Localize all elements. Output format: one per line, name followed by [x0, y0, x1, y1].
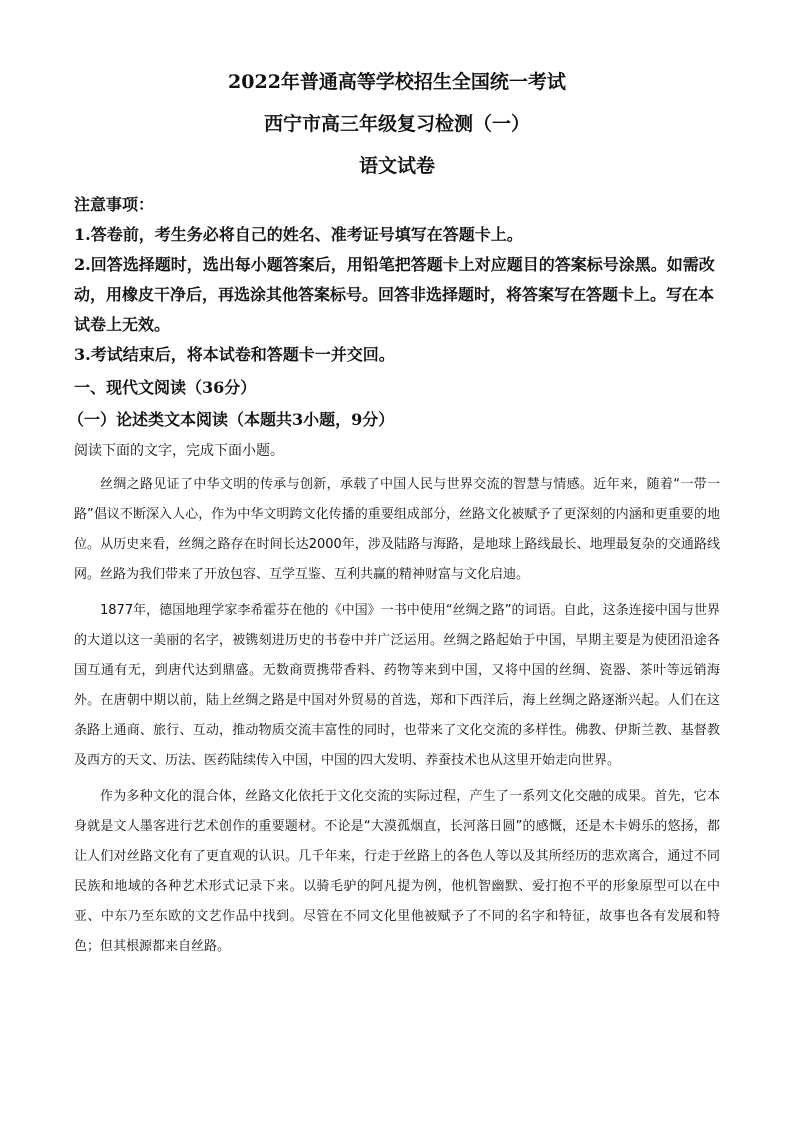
- exam-notes: [74, 190, 722, 370]
- notes-item-1: 1.答卷前，考生务必将自己的姓名、准考证号填写在答题卡上。: [74, 225, 523, 244]
- article-paragraph-1: 丝绸之路见证了中华文明的传承与创新，承载了中国人民与世界交流的智慧与情感。近年来，随着“一带一路”倡议不断深入人心，作为中华文明跨文化传播的重要组成部分，丝路文化被赋予了更深刻的内涵和更重要的地位。从历史来看，丝绸之路存在时间长达2000年，涉及陆路与海路，是地球上路线最长、地理最复杂的交通路线网。丝路为我们带来了开放包容、互学互鉴、互利共赢的精神财富与文化启迪。: [74, 477, 720, 582]
- section-heading: 一、现代文阅读（36分）: [74, 378, 257, 397]
- article-paragraph-2: 1877年，德国地理学家李希霍芬在他的《中国》一书中使用“丝绸之路”的词语。自此，这条连接中国与世界的大道以这一美丽的名字，被镌刻进历史的书卷中并广泛运用。丝绸之路起始于中国，早期主要是为使团沿途各国互通有无，到唐代达到鼎盛。无数商贾携带香料、药物等来到中国，又将中国的丝绸、瓷器、茶叶等远销海外。在唐朝中期以前，陆上丝绸之路是中国对外贸易的首选，郑和下西洋后，海上丝绸之路逐渐兴起。人们在这条路上通商、旅行、互动，推动物质交流丰富性的同时，也带来了文化交流的多样性。佛教、伊斯兰教、基督教及西方的天文、历法、医药陆续传入中国，中国的四大发明、养蚕技术也从这里开始走向世界。: [74, 603, 720, 768]
- reading-instruction: 阅读下面的文字，完成下面小题。: [74, 443, 284, 459]
- exam-subtitle: 西宁市高三年级复习检测（一）: [263, 113, 530, 135]
- article-paragraph-3: 作为多种文化的混合体，丝路文化依托于文化交流的实际过程，产生了一系列文化交融的成果。首先，它本身就是文人墨客进行艺术创作的重要题材。不论是“大漠孤烟直，长河落日圆”的感慨，还是木卡姆乐的悠扬，都让人们对丝路文化有了更直观的认识。几千年来，行走于丝路上的各色人等以及其所经历的悲欢离合，通过不同民族和地域的各种艺术形式记录下来。以骑毛驴的阿凡提为例，他机智幽默、爱打抱不平的形象原型可以在中亚、中东乃至东欧的文艺作品中找到。尽管在不同文化里他被赋予了不同的名字和特征，故事也各有发展和特色；但其根源都来自丝路。: [74, 789, 720, 954]
- subject-title: 语文试卷: [358, 155, 435, 177]
- notes-item-2: 2.回答选择题时，选出每小题答案后，用铅笔把答题卡上对应题目的答案标号涂黑。如需改动，用橡皮干净后，再选涂其他答案标号。回答非选择题时，将答案写在答题卡上。写在本试卷上无效。: [74, 255, 715, 334]
- subsection-heading: （一）论述类文本阅读（本题共3小题，9分）: [68, 410, 395, 429]
- notes-heading: 注意事项：: [74, 195, 155, 214]
- reading-article: [74, 470, 720, 968]
- exam-title: 2022年普通高等学校招生全国统一考试: [228, 71, 566, 93]
- notes-item-3: 3.考试结束后，将本试卷和答题卡一并交回。: [74, 345, 395, 364]
